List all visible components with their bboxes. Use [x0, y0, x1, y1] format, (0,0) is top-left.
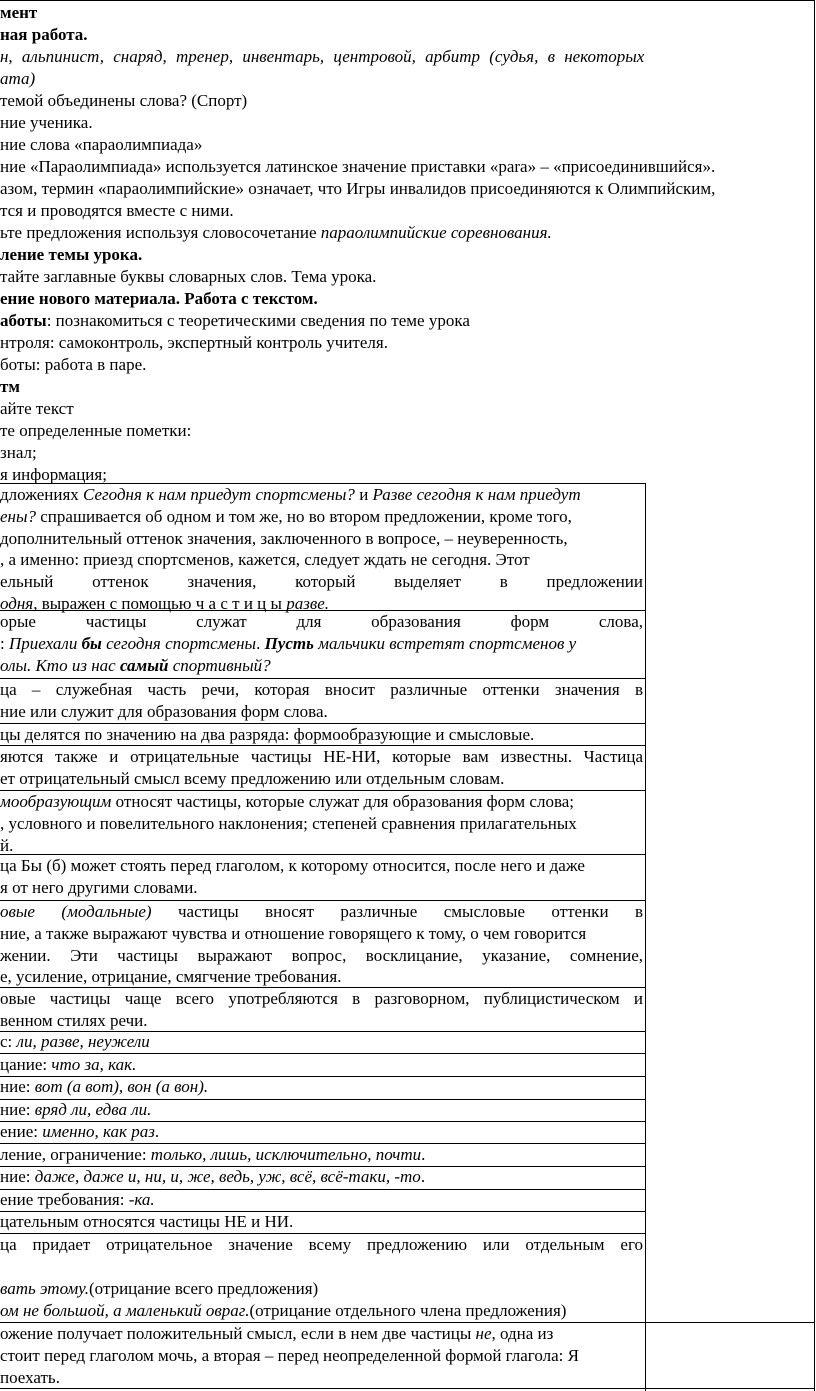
text: частицы вносят различные смысловые оттенки в [151, 902, 643, 921]
example: ом не большой, а маленький овраг. [0, 1301, 250, 1320]
word-meaning-heading: ние слова «параолимпиада» [0, 135, 203, 154]
example-bold: бы [81, 633, 102, 653]
example: вать этому. [0, 1279, 90, 1298]
cell-modal [0, 901, 643, 988]
step-marks: те определенные пометки: [0, 421, 192, 440]
example: что за, как. [51, 1055, 137, 1074]
text: я от него другими словами. [0, 877, 198, 897]
paragraph-line: тся и проводятся вместе с ними. [0, 201, 234, 220]
text: с: [0, 1032, 17, 1051]
text: , а именно: приезд спортсменов, кажется, следует ждать не сегодня. Этот [0, 550, 530, 570]
text: (отрицание отдельного члена предложения) [249, 1301, 567, 1320]
heading-lesson-topic: ление темы урока. [0, 245, 143, 264]
cell-form-particles [0, 611, 643, 676]
text: стоит перед глаголом мочь, а вторая – перед неопределенной формой глагола: Я [0, 1345, 579, 1365]
text: орые частицы служат для образования форм слова, [0, 612, 643, 631]
text: спрашивается об одном и том же, но во втором предложении, кроме того, [36, 506, 572, 526]
text: и [354, 485, 373, 504]
text: . [154, 1122, 160, 1141]
text: ожение получает положительный смысл, если в нем две частицы [0, 1324, 476, 1343]
mark-known: знал; [0, 443, 37, 462]
task-line [0, 223, 552, 243]
goal-text: : познакомиться с теоретическими сведения по теме урока [46, 311, 470, 330]
example: ли, разве, неужели [16, 1032, 150, 1051]
cell-intensifier [0, 1167, 425, 1187]
word-list-line: н, альпинист, снаряд, тренер, инвентарь, центровой, арбитр (судья, в некоторых [0, 47, 645, 66]
cell-definition [0, 679, 643, 723]
text: ние: [0, 1077, 35, 1096]
example: ены? [0, 506, 36, 526]
example: Разве сегодня к нам приедут [372, 485, 581, 504]
text: ние, а также выражают чувства и отношение говорящего к тому, о чем говорится [0, 923, 587, 943]
example-bold: самый [119, 655, 169, 675]
example: мальчики встретят спортсменов у [313, 633, 577, 653]
text: венном стилях речи. [0, 1010, 148, 1030]
right-border-cells [645, 483, 646, 1391]
negation-example-2 [0, 1301, 566, 1321]
example: -ка. [128, 1190, 155, 1209]
cell-categories [0, 724, 643, 746]
text: яются также и отрицательные частицы НЕ-НИ, которые вам известны. Частица [0, 747, 643, 766]
paragraph-line: азом, термин «параолимпийские» означает, что Игры инвалидов присоединяются к Олимпийским, [0, 179, 716, 198]
text: относят частицы, которые служат для образования форм слова; [111, 792, 575, 811]
cell-particle-by [0, 855, 643, 899]
heading-segment: мент [0, 3, 38, 22]
text: , одна из [491, 1324, 554, 1343]
text: выражен с помощью ч а с т и ц ы [37, 593, 287, 613]
cell-softening [0, 1190, 155, 1210]
topic-instruction: тайте заглавные буквы словарных слов. Тема урока. [0, 267, 377, 286]
text: ение требования: [0, 1190, 129, 1209]
cell-formative [0, 791, 643, 856]
work-form-line: боты: работа в паре. [0, 355, 147, 374]
term: мообразующим [0, 792, 112, 811]
text: й. [0, 835, 14, 855]
cell-border-15 [0, 1143, 646, 1144]
heading-algorithm: тм [0, 377, 20, 396]
example: спортивный? [168, 655, 271, 675]
text: цы делятся по значению на два разряда: формообразующие и смысловые. [0, 725, 535, 744]
text: ние: [0, 1167, 35, 1186]
text: . [256, 633, 265, 653]
cell-border-11 [0, 1053, 646, 1054]
text: дложениях [0, 485, 84, 504]
text: цание: [0, 1055, 52, 1074]
text: ца Бы (б) может стоять перед глаголом, к которому относится, после него и даже [0, 856, 585, 875]
task-text: ьте предложения используя словосочетание [0, 223, 321, 242]
cell-clarification [0, 1122, 159, 1142]
question-theme: темой объединены слова? (Спорт) [0, 91, 248, 110]
text: ение: [0, 1122, 43, 1141]
control-line: нтроля: самоконтроль, экспертный контроль учителя. [0, 333, 388, 352]
goal-label: аботы [0, 311, 47, 330]
cell-negation: цательным относятся частицы НЕ и НИ. [0, 1212, 294, 1231]
heading-new-material: ение нового материала. Работа с текстом. [0, 289, 318, 308]
cell-particles-example [0, 484, 643, 615]
text: ца – служебная часть речи, которая вносит различные оттенки значения в [0, 680, 643, 699]
top-border [0, 0, 815, 1]
cell-double-negation [0, 1323, 643, 1388]
example: одня, [0, 593, 38, 613]
text: , условного и повелительного наклонения; степеней сравнения прилагательных [0, 813, 577, 833]
example: вот (а вот), вон (а вон). [34, 1077, 209, 1096]
text: . [421, 1145, 426, 1164]
text: поехать. [0, 1367, 60, 1387]
cell-question [0, 1032, 150, 1052]
task-phrase: параолимпийские соревнования. [320, 223, 552, 242]
example: даже, даже и, ни, и, же, ведь, уж, всё, всё-таки, -то [34, 1167, 421, 1186]
example-bold: Пусть [264, 633, 314, 653]
heading-independent-work: ная работа. [0, 25, 88, 44]
cell-negative-particles [0, 746, 643, 790]
text: ет отрицательный смысл всему предложению или отдельным словам. [0, 768, 505, 788]
student-message: ние ученика. [0, 113, 93, 132]
term: овые (модальные) [0, 902, 152, 921]
example: олы. Кто из нас [0, 655, 120, 675]
text: овые частицы чаще всего употребляются в разговорном, публицистическом и [0, 989, 643, 1008]
text: ца придает отрицательное значение всему предложению или отдельным его [0, 1235, 643, 1254]
goal-line [0, 311, 470, 331]
text: ельный оттенок значения, который выделяет в предложении [0, 572, 643, 592]
cell-doubt [0, 1100, 151, 1120]
text: е, усиление, отрицание, смягчение требования. [0, 967, 342, 987]
text: ние или служит для образования форм слова. [0, 701, 328, 721]
text: жении. Эти частицы выражают вопрос, восклицание, указание, сомнение, [0, 945, 643, 965]
cell-exclamation [0, 1055, 136, 1075]
cell-indication [0, 1077, 208, 1097]
example: сегодня спортсмены [101, 633, 257, 653]
example: разве. [286, 593, 329, 613]
example: именно, как раз [42, 1122, 155, 1141]
example: Сегодня к нам приедут спортсмены? [83, 485, 355, 504]
text: ление, ограничение: [0, 1145, 151, 1164]
example: Приехали [8, 633, 82, 653]
word-list-end: ата) [0, 69, 36, 88]
cell-negation-examples [0, 1234, 643, 1278]
text: . [420, 1167, 426, 1186]
text: ние: [0, 1100, 35, 1119]
step-read-text: айте текст [0, 399, 74, 418]
mark-new-info: я информация; [0, 465, 107, 484]
text: (отрицание всего предложения) [89, 1279, 319, 1298]
right-border-outer [814, 0, 815, 1391]
cell-styles [0, 988, 643, 1032]
example: не [475, 1324, 492, 1343]
negation-example-1 [0, 1279, 318, 1299]
cell-restriction [0, 1145, 425, 1165]
example: вряд ли, едва ли. [34, 1100, 152, 1119]
example: только, лишь, исключительно, почти [150, 1145, 422, 1164]
paragraph-line: ние «Параолимпиада» используется латинское значение приставки «para» – «присоединившийся». [0, 157, 716, 176]
text: : [0, 633, 9, 653]
text: дополнительный оттенок значения, заключенного в вопросе, – неуверенность, [0, 528, 568, 548]
